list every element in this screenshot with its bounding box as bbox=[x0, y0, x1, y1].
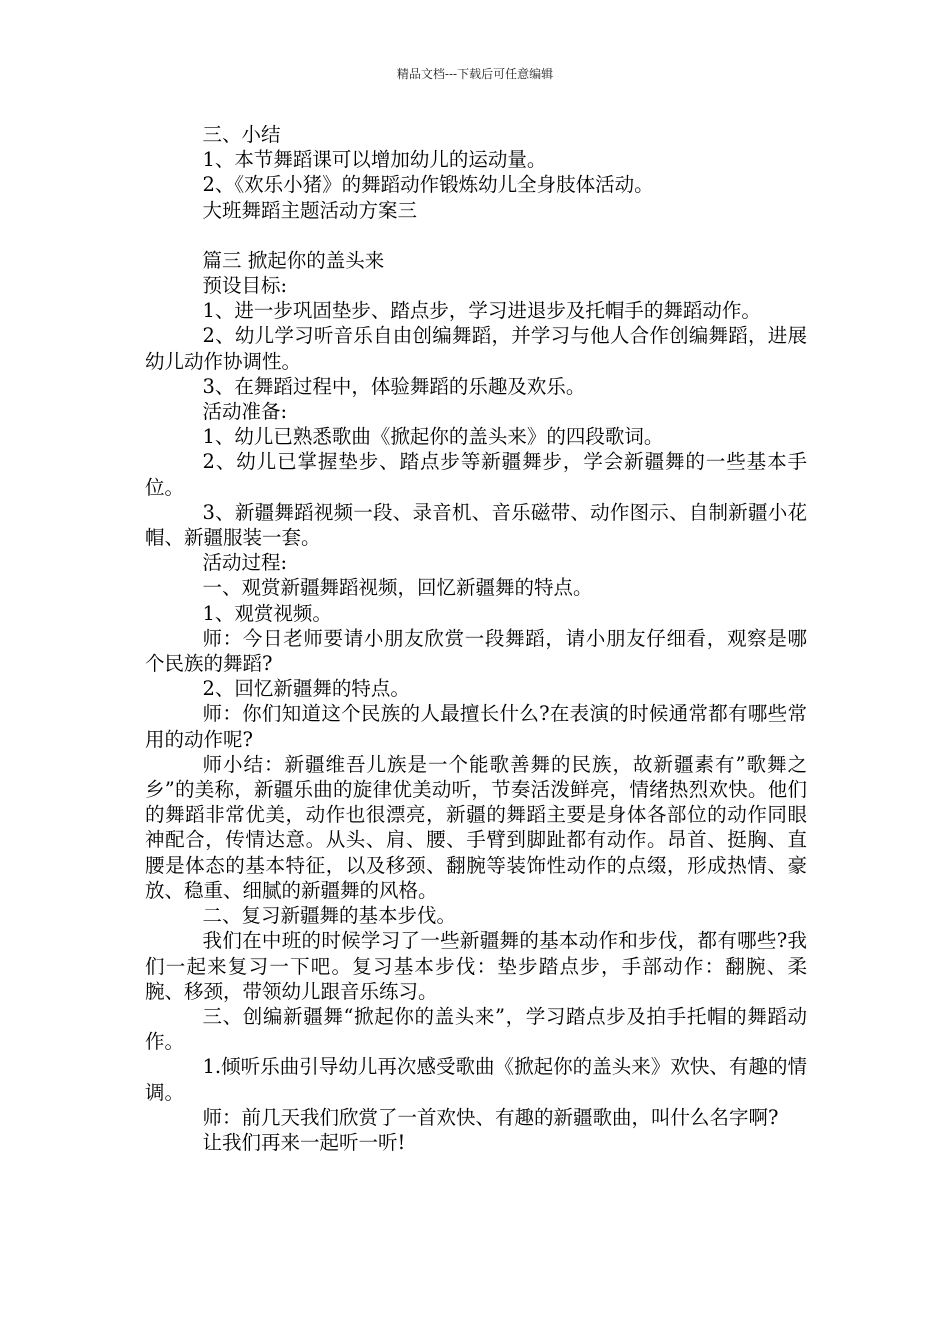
paragraph: 3、新疆舞蹈视频一段、录音机、音乐磁带、动作图示、自制新疆小花帽、新疆服装一套。 bbox=[145, 500, 807, 550]
paragraph: 二、复习新疆舞的基本步伐。 bbox=[202, 904, 457, 928]
paragraph: 1、观赏视频。 bbox=[202, 601, 332, 625]
paragraph: 我们在中班的时候学习了一些新疆舞的基本动作和步伐，都有哪些?我们一起来复习一下吧。复习基本步伐：垫步踏点步，手部动作：翻腕、柔腕、移颈，带领幼儿跟音乐练习。 bbox=[145, 929, 807, 1003]
section-heading-summary: 三、小结 bbox=[202, 123, 281, 146]
blank-line bbox=[145, 223, 807, 248]
paragraph: 师：你们知道这个民族的人最擅长什么?在表演的时候通常都有哪些常用的动作呢? bbox=[145, 702, 807, 751]
paragraph: 2、《欢乐小猪》的舞蹈动作锻炼幼儿全身肢体活动。 bbox=[202, 173, 654, 197]
section-heading-goals: 预设目标: bbox=[202, 274, 288, 298]
document-body bbox=[145, 122, 807, 1155]
paragraph: 师：今日老师要请小朋友欣赏一段舞蹈，请小朋友仔细看，观察是哪个民族的舞蹈? bbox=[145, 626, 807, 676]
chapter-title: 篇三 掀起你的盖头来 bbox=[202, 248, 385, 272]
paragraph: 一、观赏新疆舞蹈视频，回忆新疆舞的特点。 bbox=[202, 576, 593, 600]
paragraph: 师：前几天我们欣赏了一首欢快、有趣的新疆歌曲，叫什么名字啊? bbox=[202, 1105, 779, 1129]
paragraph: 1、进一步巩固垫步、踏点步，学习进退步及托帽手的舞蹈动作。 bbox=[202, 299, 761, 323]
paragraph: 3、在舞蹈过程中，体验舞蹈的乐趣及欢乐。 bbox=[202, 374, 586, 398]
paragraph: 2、回忆新疆舞的特点。 bbox=[202, 677, 410, 701]
paragraph: 1.倾听乐曲引导幼儿再次感受歌曲《掀起你的盖头来》欢快、有趣的情调。 bbox=[145, 1055, 807, 1104]
document-title: 大班舞蹈主题活动方案三 bbox=[202, 198, 418, 222]
paragraph: 让我们再来一起听一听! bbox=[202, 1130, 406, 1154]
paragraph: 1、幼儿已熟悉歌曲《掀起你的盖头来》的四段歌词。 bbox=[202, 425, 664, 449]
paragraph: 师小结：新疆维吾儿族是一个能歌善舞的民族，故新疆素有”歌舞之乡”的美称，新疆乐曲的旋律优美动听，节奏活泼鲜亮，情绪热烈欢快。他们的舞蹈非常优美，动作也很漂亮，新疆的舞蹈主要是身体各部位的动作同眼神配合，传情达意。从头、肩、腰、手臂到脚趾都有动作。昂首、挺胸、直腰是体态的基本特征，以及移颈、翻腕等装饰性动作的点缀，形成热情、豪放、稳重、细腻的新疆舞的风格。 bbox=[145, 752, 807, 902]
paragraph: 1、本节舞蹈课可以增加幼儿的运动量。 bbox=[202, 148, 547, 172]
section-heading-preparation: 活动准备: bbox=[202, 400, 288, 424]
section-heading-process: 活动过程: bbox=[202, 551, 288, 575]
paragraph: 2、幼儿已掌握垫步、踏点步等新疆舞步，学会新疆舞的一些基本手位。 bbox=[145, 450, 807, 499]
page-header: 精品文档---下载后可任意编辑 bbox=[396, 67, 554, 81]
paragraph: 2、幼儿学习听音乐自由创编舞蹈，并学习与他人合作创编舞蹈，进展幼儿动作协调性。 bbox=[145, 324, 807, 373]
paragraph: 三、创编新疆舞“掀起你的盖头来”，学习踏点步及拍手托帽的舞蹈动作。 bbox=[145, 1004, 807, 1054]
